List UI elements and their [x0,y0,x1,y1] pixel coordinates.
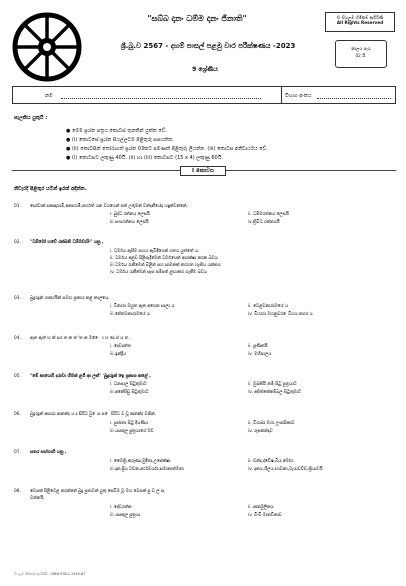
instruction-1: ● මෙම ප්‍රශ්න පත්‍රය කොටස් තුනකින් යුක්ත වේ. [66,128,167,134]
q5-option-1[interactable]: i. ධනපාල සිටුතුමාට [110,382,147,387]
name-label: නම [45,93,53,99]
info-divider [281,87,282,103]
index-label: විභාග අංකය [285,93,312,99]
index-field[interactable] [317,98,391,99]
q5-text: "මේ කායෙහි දරාවා හිමක් ළගී ආ ලක්" 'බුදුරදුන් ඉෙ ප්‍රකාශ කළේ , [30,374,151,379]
q1-number: 01. [14,204,21,209]
grade-label: 9 ශ්‍රේණිය [192,66,218,73]
name-field[interactable] [61,98,261,99]
q7-option-3[interactable]: iii.දාන,ප්‍රිය වචන,අර්ථචර්යා,සමානාත්මතා [110,467,184,472]
info-box [12,86,396,104]
q8-number: 08. [14,489,21,494]
q1-option-2[interactable]: ii. ධම්මරත්නය ලෙසයි [248,212,289,217]
q6-text: බුදුරදුන් අසාරා ආනන්ද ය ද සිරිධ වු ෙස ප ෙ සිරිධ ව වූ ආනන්ද වනින්, [30,412,156,417]
q3-option-4[interactable]: iv. විහාරා මහනුවර ෙවිහය නගර ය [248,312,313,317]
q2-option-1[interactable]: i. ධර්මය ඇසීම සහය ඇවිඳියෙන් ගතය යුත්තේ ය. [110,249,200,254]
time-box [335,40,387,68]
q8-option-4[interactable]: iv. චිංචි මානවිකාව [248,513,282,518]
q1-option-3[interactable]: iii.සංඝරත්නය ලෙසයි [110,220,149,225]
q2-option-3[interactable]: iii.ධර්මය රැකීමෙන් බිළින් සහ සාමනක් කරගත හැකිය යන්නය [110,263,221,268]
q8-text-line-2: වන්නයි. [30,496,45,501]
q7-option-1[interactable]: i. මෛත්‍රි,කරුණා,මුදිතා,උපේක්ෂා [110,459,171,464]
q7-option-4[interactable]: iv. දානය,ශිලය,භාවනා,වැයාවච්ච,ක්‍රියාවයි [248,467,323,472]
q8-option-1[interactable]: i. දේවරත්න [110,505,132,510]
q8-option-3[interactable]: iii.යසකුල පුත්‍රයා [110,513,141,518]
instruction-2: ● (i) කොටසේ ප්‍රශ්න සියල්ලටම පිළිතුරු සපයන්න. [66,137,174,143]
time-value: 02 යි. [355,53,367,58]
q4-number: 04. [14,336,21,341]
q6-option-4[interactable]: iv. රූපනන්දාව [248,429,273,434]
q4-option-1[interactable]: i. දෙවදත්ත [110,344,131,349]
q4-option-3[interactable]: iii.ඉන්ද්‍රිය [110,352,127,357]
q6-option-1[interactable]: i. සුජාතා සිටු දියණිය [110,421,149,426]
instruction-3: ● (ii) කොටසින් තෝරාගත් ප්‍රශ්න 03කට පමණක් පිළිතුරු ලියන්න. (iii) කොටස අනිවාර්යය වේ. [66,146,268,152]
q6-option-3[interactable]: iii.යසකුල පුත්‍රයාගේ මව [110,429,154,434]
q8-text-line-1: වෙසක් පිළිවෙළ කරන්නේ බුදු පුජාවන් යුතු සෙවීම වූ මහ වෙසක් පු ව ල ස, [30,489,166,494]
q8-option-2[interactable]: ii. ආනමුලීනය [248,505,274,510]
q4-option-4[interactable]: iv. මහිපාලය [248,352,272,357]
rights-box [325,12,395,32]
q2-option-4[interactable]: iv. ධර්මය රැකීමෙන් සැප සම්පත් ළඟාකර ගැනීම බවය [110,270,207,275]
q5-number: 05. [14,374,21,379]
instructions-title: සැලකිය යුතුයි : [14,115,48,121]
q3-option-1[interactable]: i. වීනාරා ඔහුත ඇත අගෙන සාලා ය [110,304,175,309]
q2-text: "ධම්මෝ හවේ රක්ඛති ධම්මචාරිං" යනු , [30,240,104,245]
section-label: I කොටස [180,166,226,176]
q3-text: බුදුරදුන් ශාක්‍යයින් සමඟ ප්‍රකාශ කළ කාලයෙ, [30,296,110,301]
q1-option-1[interactable]: i. බුද්ධ රත්නය ලෙසයි [110,212,150,217]
q4-option-2[interactable]: ii. පූණිකයි [248,344,268,349]
q2-number: 02. [14,240,21,245]
q5-option-4[interactable]: iv. අජිත්කේකම්බල සිටුතුමාට [248,390,302,395]
q2-option-2[interactable]: ii. ධර්මය අනුව පිළිපැදීමෙන් ධර්මයෙන් ආරක්ෂා කරන බවය [110,256,218,261]
wheel-logo [12,12,82,82]
instruction-4: ● (i) කොටසට ලකුණු 40යි. (ii) හා (iii) කොටසට (15 x 4) ලකුණු 60යි. [66,155,223,161]
q7-text: සතර සඟ්ගාහි යනු , [30,450,67,455]
q6-option-2[interactable]: ii. විශාඛා මහා උපාසිකාව [248,421,295,426]
q3-number: 03. [14,296,21,301]
rights-line-2: All Rights Reserved [336,20,384,25]
q5-option-2[interactable]: ii. මුඛකියි නම් සිටු පුත්‍රයාට [248,382,297,387]
q1-option-4[interactable]: iv.ත්‍රිවිධ රත්නයයි [248,220,280,225]
q1-text: සෝවාන්,සකෘදාගාමි,අනාගාමි,අර්හත් යන වශයෙන් පත් උතුමන් වන්දනීයේදා හඳුන්වන්නේ, [30,204,188,209]
q3-option-2[interactable]: ii. වෙළවනාරාමයේ ය [248,304,288,309]
q7-number: 07. [14,450,21,455]
q6-number: 06. [14,412,21,417]
q7-option-2[interactable]: ii. චන්ද,ද්වේෂ,බිය,මෝහ [248,459,294,464]
rights-line-1: © සියලුම හිමිකම් ඇවිරිණි [336,15,384,20]
exam-line: ශ්‍රී.බු.ව 2567 - දහම් පාසල් පළමු වාර පරීක්ෂණය -2023 [120,42,296,50]
footer-text: සියලුම හිමිකම් ඇවිරිණි - ISBN 978-1-2345-67 [14,572,86,576]
section-directive: නිවැරදි පිළිතුර යටින් ඉරක් අඳින්න. [14,186,87,192]
time-label: කාලය පැය [351,46,371,51]
exam-title: "සබ්බ දානං ධම්ම දානං ජිනාති" [147,14,247,23]
q3-option-3[interactable]: iii.ජේතවනාරාමයේ ය [110,312,150,317]
q4-text: ඇත ඇත් හ ක් සර ත ක ත ්ත න ම ෙෙ ා හ ණ ප් ය ත , [30,336,131,341]
q5-option-3[interactable]: iii.අනේපිඩු සිටුතුමාට [110,390,149,395]
